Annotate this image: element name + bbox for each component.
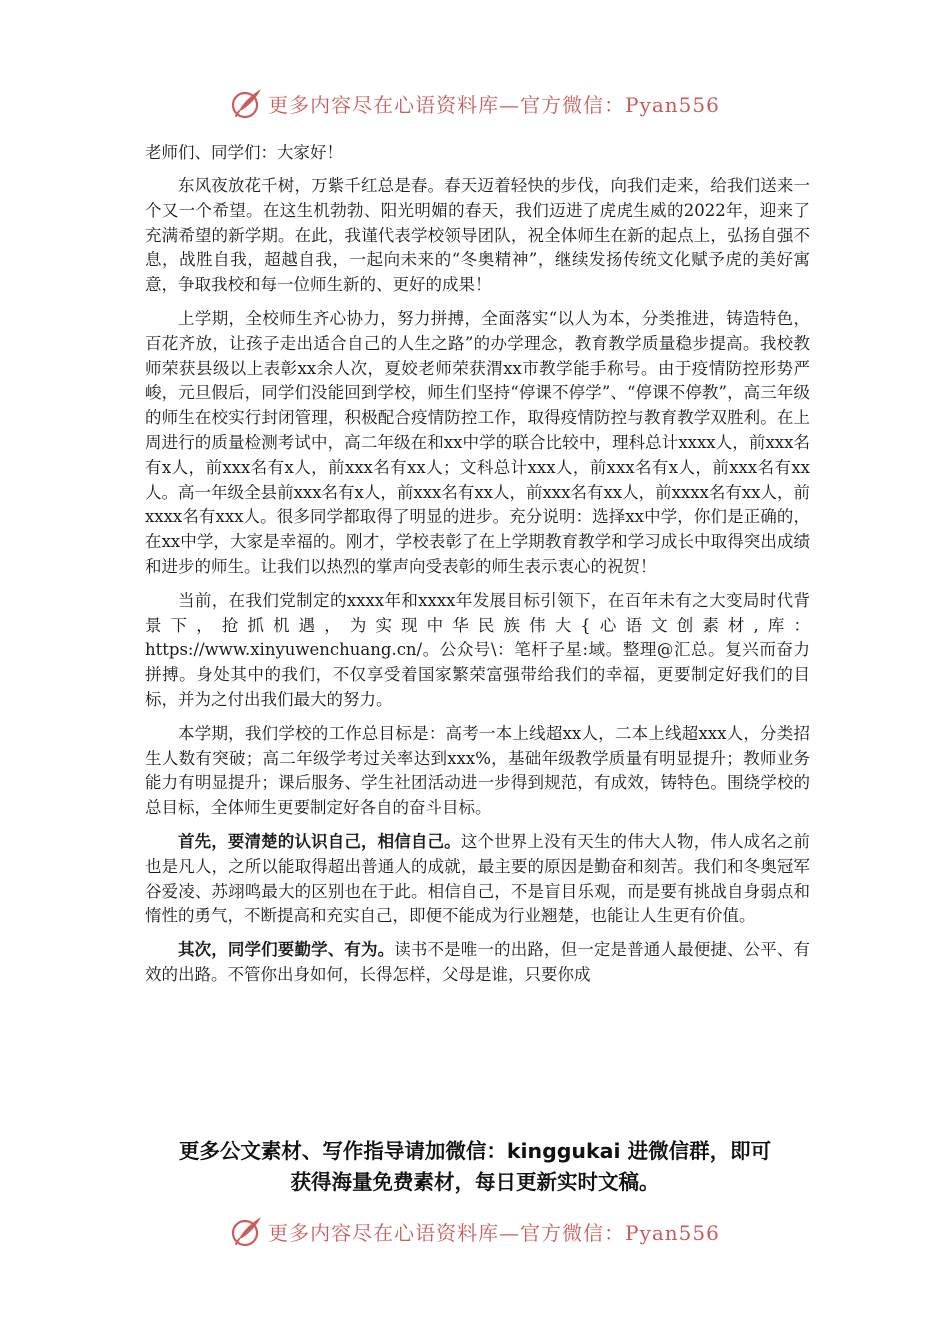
document-body <box>145 140 810 997</box>
paragraph-6-text: 读书不是唯一的出路，但一定是普通人最便捷、公平、有效的出路。不管你出身如何，长得怎样，父母是谁，只要你成 <box>145 940 811 984</box>
promo-notice <box>0 1136 950 1198</box>
paragraph-1: 东风夜放花千树，万紫千红总是春。春天迈着轻快的步伐，向我们走来，给我们送来一个又一个希望。在这生机勃勃、阳光明媚的春天，我们迈进了虎虎生威的2022年，迎来了充满希望的新学期。在此，我谨代表学校领导团队，祝全体师生在新的起点上，弘扬自强不息，战胜自我，超越自我，一起向未来的“冬奥精神”，继续发扬传统文化赋予虎的美好寓意，争取我校和每一位师生新的、更好的成果！ <box>145 176 810 295</box>
quill-pen-logo-icon <box>230 1214 264 1248</box>
footer-banner <box>0 1211 950 1251</box>
paragraph-2: 上学期，全校师生齐心协力，努力拼搏，全面落实“以人为本，分类推进，铸造特色，百花齐放，让孩子走出适合自己的人生之路”的办学理念，教育教学质量稳步提高。我校教师荣获县级以上表彰xx余人次，夏姣老师荣获渭xx市教学能手称号。由于疫情防控形势严峻，元旦假后，同学们没能回到学校，师生们坚持“停课不停学”、“停课不停教”，高三年级的师生在校实行封闭管理，积极配合疫情防控工作，取得疫情防控与教育教学双胜利。在上周进行的质量检测考试中，高二年级在和xx中学的联合比较中，理科总计xxxx人，前xxx名有x人，前xxx名有x人，前xxx名有xx人；文科总计xxx人，前xxx名有x人，前xxx名有xx人。高一年级全县前xxx名有x人，前xxx名有xx人，前xxx名有xx人，前xxxx名有xx人，前xxxx名有xxx人。很多同学都取得了明显的进步。充分说明：选择xx中学，你们是正确的，在xx中学，大家是幸福的。刚才，学校表彰了在上学期教育教学和学习成长中取得突出成绩和进步的师生。让我们以热烈的掌声向受表彰的师生表示衷心的祝贺！ <box>145 308 810 576</box>
footer-banner-text: 更多内容尽在心语资料库—官方微信：Pyan556 <box>268 1220 720 1245</box>
quill-pen-logo-icon <box>230 86 264 120</box>
header-banner <box>0 83 950 123</box>
paragraph-5-text: 这个世界上没有天生的伟大人物，伟人成名之前也是凡人，之所以能取得超出普通人的成就，最主要的原因是勤奋和刻苦。我们和冬奥冠军谷爱凌、苏翊鸣最大的区别也在于此。相信自己，不是盲目乐观，而是要有挑战自身弱点和惰性的勇气，不断提高和充实自己，即便不能成为行业翘楚，也能让人生更有价值。 <box>145 831 811 926</box>
header-banner-text: 更多内容尽在心语资料库—官方微信：Pyan556 <box>268 92 720 117</box>
greeting: 老师们、同学们：大家好！ <box>145 143 343 162</box>
promo-line-2: 获得海量免费素材，每日更新实时文稿。 <box>290 1170 660 1194</box>
paragraph-3: 当前，在我们党制定的xxxx年和xxxx年发展目标引领下，在百年未有之大变局时代背景下，抢抓机遇，为实现中华民族伟大{心语文创素材,库：https://www.xinyuwenchuang.cn/。公众号\：笔杆子星:域。整理@汇总。复兴而奋力拼搏。身处其中的我们，不仅享受着国家繁荣富强带给我们的幸福，更要制定好我们的目标，并为之付出我们最大的努力。 <box>145 590 810 709</box>
promo-line-1: 更多公文素材、写作指导请加微信：kinggukai 进微信群，即可 <box>178 1139 772 1163</box>
paragraph-6-heading: 其次，同学们要勤学、有为。 <box>178 940 395 960</box>
paragraph-5 <box>145 830 810 929</box>
paragraph-4: 本学期，我们学校的工作总目标是：高考一本上线超xx人，二本上线超xxx人，分类招生人数有突破；高二年级学考过关率达到xxx%，基础年级教学质量有明显提升；教师业务能力有明显提升；课后服务、学生社团活动进一步得到规范，有成效，铸特色。围绕学校的总目标，全体师生更要制定好各自的奋斗目标。 <box>145 723 810 818</box>
paragraph-6 <box>145 938 810 988</box>
paragraph-5-heading: 首先，要清楚的认识自己，相信自己。 <box>178 831 461 851</box>
